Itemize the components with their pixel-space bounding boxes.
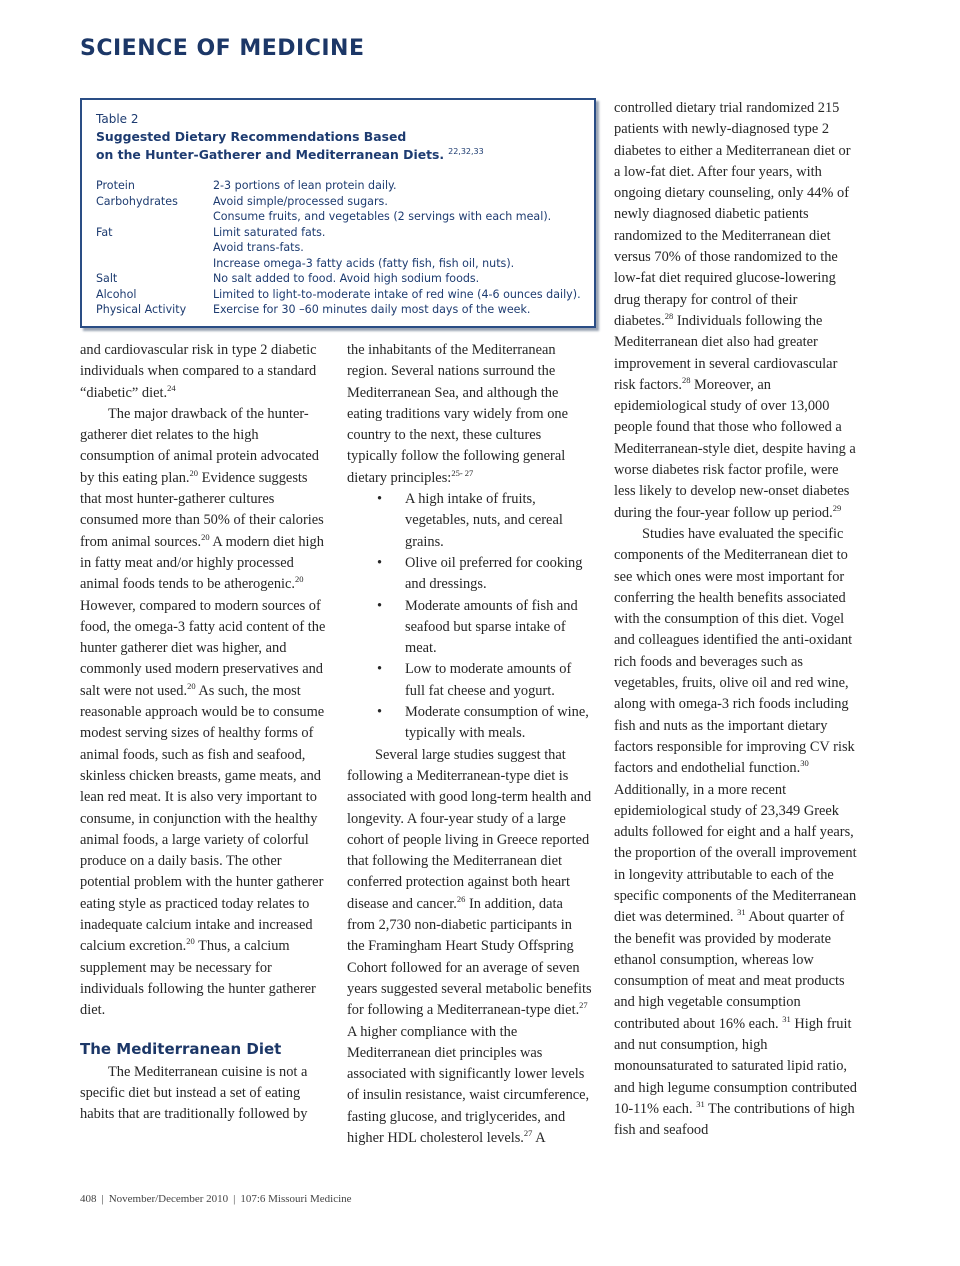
- text-run: controlled dietary trial randomized 215 patients with newly-diagnosed type 2 diabetes to either a Mediterranean diet or a low-fat diet. After four years, with ongoing dietary counseling, only 44% of newly diagnosed diabetic patients randomized to the Mediterranean diet versus 70% of those randomized to the low-fat diet required glucose-lowering drug therapy for control of their diabetes.: [614, 100, 851, 329]
- text-run: As such, the most reasonable approach would be to consume modest serving sizes of healthy forms of animal foods, such as fish and seafood, skinless chicken breasts, game meats, and lean red meat. It is also very important to consume, in conjunction with the healthy animal foods, a large variety of colorful produce on a daily basis. The other potential problem with the hunter gatherer eating style as practiced today relates to inadequate calcium intake and increased calcium excretion.: [80, 682, 325, 955]
- text-run: Several large studies suggest that following a Mediterranean-type diet is associated with good long-term health and longevity. A four-year study of a large cohort of people living in Greece reported that following the Mediterranean diet conferred protection against both heart disease and cancer.: [347, 746, 592, 912]
- list-item: • Olive oil preferred for cooking and dressings.: [347, 553, 593, 596]
- table-row-recommendation: 2-3 portions of lean protein daily.: [213, 179, 397, 192]
- table-row-category: Protein: [96, 179, 135, 192]
- citation-ref: 24: [167, 382, 176, 393]
- text-run: In addition, data from 2,730 non-diabetic participants in the Framingham Heart Study Offspring Cohort followed for an average of seven years suggested several metabolic benefits for following a Mediterranean-type diet.: [347, 895, 592, 1019]
- citation-ref: 29: [832, 502, 842, 513]
- citation-ref: 20: [187, 680, 196, 691]
- citation-ref: 26: [456, 893, 466, 904]
- citation-ref: 31: [782, 1013, 791, 1024]
- table-row-category: [96, 240, 213, 256]
- table-row-recommendation: Exercise for 30 –60 minutes daily most days of the week.: [213, 303, 531, 316]
- principles-list: [347, 489, 593, 745]
- list-item: • A high intake of fruits, vegetables, nuts, and cereal grains.: [347, 489, 593, 553]
- citation-ref: 27: [579, 1000, 588, 1011]
- paragraph: [80, 340, 326, 404]
- page-footer: [80, 1193, 352, 1205]
- citation-ref: 20: [189, 467, 199, 478]
- text-run: Evidence suggests that most hunter-gatherer cultures consumed more than 50% of their calories from animal sources.: [80, 469, 324, 550]
- table-row: [96, 209, 580, 225]
- citation-ref: 20: [295, 574, 304, 585]
- journal-name: 107:6 Missouri Medicine: [240, 1193, 352, 1205]
- text-column-2: [347, 340, 593, 1149]
- text-run: Additionally, in a more recent epidemiological study of 23,349 Greek adults followed for eight and a half years, the proportion of the overall improvement in longevity attributable to each of the specific components of the Mediterranean diet was determined.: [614, 781, 857, 926]
- citation-ref: 28: [664, 311, 674, 322]
- text-run: Individuals following the Mediterranean diet also had greater improvement in several cardiovascular risk factors.: [614, 312, 838, 393]
- paragraph: The Mediterranean cuisine is not a specific diet but instead a set of eating habits that are traditionally followed by: [80, 1063, 308, 1123]
- table-row-recommendation: Avoid trans-fats.: [213, 241, 304, 254]
- paragraph: [614, 524, 860, 1142]
- list-item: • Moderate amounts of fish and seafood but sparse intake of meat.: [347, 596, 593, 660]
- paragraph: [347, 340, 593, 489]
- citation-ref: 20: [201, 531, 210, 542]
- text-run: About quarter of the benefit was provided by moderate ethanol consumption, whereas low consumption of meat and meat products and high vegetable consumption contributed about 16% each.: [614, 909, 845, 1032]
- text-run: A higher compliance with the Mediterranean diet principles was associated with significantly lower levels of insulin resistance, waist circumference, fasting glucose, and triglycerides, and higher HDL cholesterol levels.: [347, 1023, 590, 1146]
- text-column-3: [614, 98, 860, 1142]
- text-run: Thus, a calcium supplement may be necessary for individuals following the hunter gatherer diet.: [80, 938, 316, 1019]
- text-run: Studies have evaluated the specific components of the Mediterranean diet to see which ones were most important for conferring the health benefits associated with the consumption of this diet. Vogel and colleagues identified the anti-oxidant rich foods and beverages such as vegetables, fruits, olive oil and red wine, along with omega-3 rich foods including fish and nuts as the important dietary factors responsible for improving CV risk factors and endothelial function.: [614, 525, 855, 777]
- page-number: 408: [80, 1193, 97, 1205]
- table-row-category: Alcohol: [96, 287, 137, 301]
- table-row-category: Physical Activity: [96, 303, 187, 316]
- text-run: the inhabitants of the Mediterranean region. Several nations surround the Mediterranean Sea, and although the eating traditions vary widely from one country to the next, these cultures typically follow the following general dietary principles:: [347, 342, 568, 486]
- table-title-refs: 22,32,33: [448, 146, 484, 156]
- table-row: [96, 178, 580, 194]
- footer-divider: |: [101, 1193, 104, 1205]
- text-run: The contributions of high fish and seafood: [614, 1100, 855, 1139]
- paragraph: [80, 404, 326, 1022]
- table-row-category: Salt: [96, 272, 118, 285]
- table-row-recommendation: Consume fruits, and vegetables (2 servings with each meal).: [213, 210, 552, 223]
- table-row: [96, 271, 580, 287]
- table-row: [96, 302, 580, 318]
- table-row: [96, 240, 580, 256]
- table-row-recommendation: No salt added to food. Avoid high sodium foods.: [213, 272, 480, 285]
- table-title-line1: Suggested Dietary Recommendations Based: [96, 129, 407, 144]
- section-header: SCIENCE OF MEDICINE: [80, 36, 365, 61]
- table-row-category: [96, 256, 213, 272]
- table-row-recommendation: Avoid simple/processed sugars.: [213, 194, 388, 208]
- text-run: A: [532, 1129, 546, 1146]
- paragraph: [347, 745, 593, 1150]
- citation-ref: 31: [737, 907, 746, 918]
- text-column-1: [80, 340, 326, 1125]
- table-row: [96, 194, 580, 210]
- citation-ref: 30: [800, 758, 809, 769]
- citation-ref: 25- 27: [451, 467, 474, 478]
- text-run: High fruit and nut consumption, high monounsaturated to saturated lipid ratio, and high legume consumption contributed 10-11% each.: [614, 1015, 857, 1117]
- table-row-category: [96, 209, 213, 225]
- citation-ref: 31: [696, 1099, 705, 1110]
- text-run: A modern diet high in fatty meat and/or highly processed animal foods tends to be atherogenic.: [80, 533, 324, 593]
- table-row: [96, 256, 580, 272]
- table-row: [96, 225, 580, 241]
- table-row: [96, 287, 580, 303]
- subheading-mediterranean-diet: The Mediterranean Diet: [80, 1039, 282, 1058]
- table-row-category: Carbohydrates: [96, 194, 178, 208]
- text-run: and cardiovascular risk in type 2 diabetic individuals when compared to a standard “diabetic” diet.: [80, 342, 317, 401]
- paragraph: [614, 98, 860, 524]
- table-rows: [96, 178, 580, 318]
- table-label: Table 2: [96, 112, 139, 126]
- table-row-recommendation: Limited to light-to-moderate intake of red wine (4-6 ounces daily).: [213, 287, 581, 301]
- list-item: • Low to moderate amounts of full fat cheese and yogurt.: [347, 659, 593, 702]
- citation-ref: 27: [523, 1128, 533, 1139]
- list-item: • Moderate consumption of wine, typically with meals.: [347, 702, 593, 745]
- text-run: However, compared to modern sources of food, the omega-3 fatty acid content of the hunter gatherer diet was higher, and commonly used modern preservatives and salt were not used.: [80, 597, 326, 699]
- footer-divider: |: [233, 1193, 236, 1205]
- text-run: Moreover, an epidemiological study of over 13,000 people found that those who followed a Mediterranean-style diet, despite having a worse diabetes risk factor profile, were less likely to develop new-onset diabetes during the four-year follow up period.: [614, 376, 856, 521]
- table-row-recommendation: Limit saturated fats.: [213, 225, 326, 239]
- diet-recommendations-table: [80, 98, 596, 328]
- table-title-text: on the Hunter-Gatherer and Mediterranean Diets.: [96, 147, 445, 162]
- table-caption: [96, 110, 580, 164]
- text-run: The major drawback of the hunter-gatherer diet relates to the high consumption of animal protein advocated by this eating plan.: [80, 405, 319, 486]
- issue-date: November/December 2010: [108, 1193, 229, 1205]
- table-row-category: Fat: [96, 225, 113, 239]
- citation-ref: 20: [186, 936, 195, 947]
- table-row-recommendation: Increase omega-3 fatty acids (fatty fish, fish oil, nuts).: [213, 256, 515, 270]
- citation-ref: 28: [681, 375, 691, 386]
- table-title-line2: [96, 146, 580, 164]
